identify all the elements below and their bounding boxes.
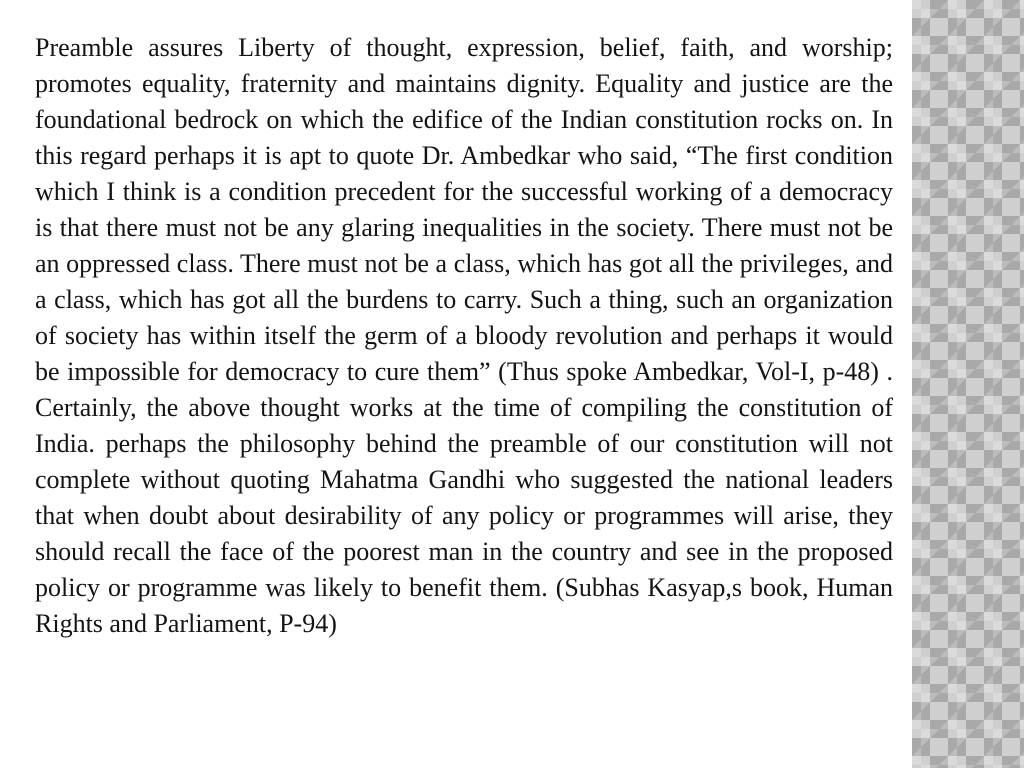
decorative-side-pattern [912, 0, 1024, 768]
body-paragraph: Preamble assures Liberty of thought, expression, belief, faith, and worship; promotes equality, fraternity and maintains dignity. Equality and justice are the foundational bedrock on which the edifice of the Indian constitution rocks on. In this regard perhaps it is apt to quote Dr. Ambedkar who said, “The first condition which I think is a condition precedent for the successful working of a democracy is that there must not be any glaring inequalities in the society. There must not be an oppressed class. There must not be a class, which has got all the privileges, and a class, which has got all the burdens to carry. Such a thing, such an organization of society has within itself the germ of a bloody revolution and perhaps it would be impossible for democracy to cure them” (Thus spoke Ambedkar, Vol-I, p-48) . Certainly, the above thought works at the time of compiling the constitution of India. perhaps the philosophy behind the preamble of our constitution will not complete without quoting Mahatma Gandhi who suggested the national leaders that when doubt about desirability of any policy or programmes will arise, they should recall the face of the poorest man in the country and see in the proposed policy or programme was likely to benefit them. (Subhas Kasyap,s book, Human Rights and Parliament, P-94) [35, 33, 893, 638]
